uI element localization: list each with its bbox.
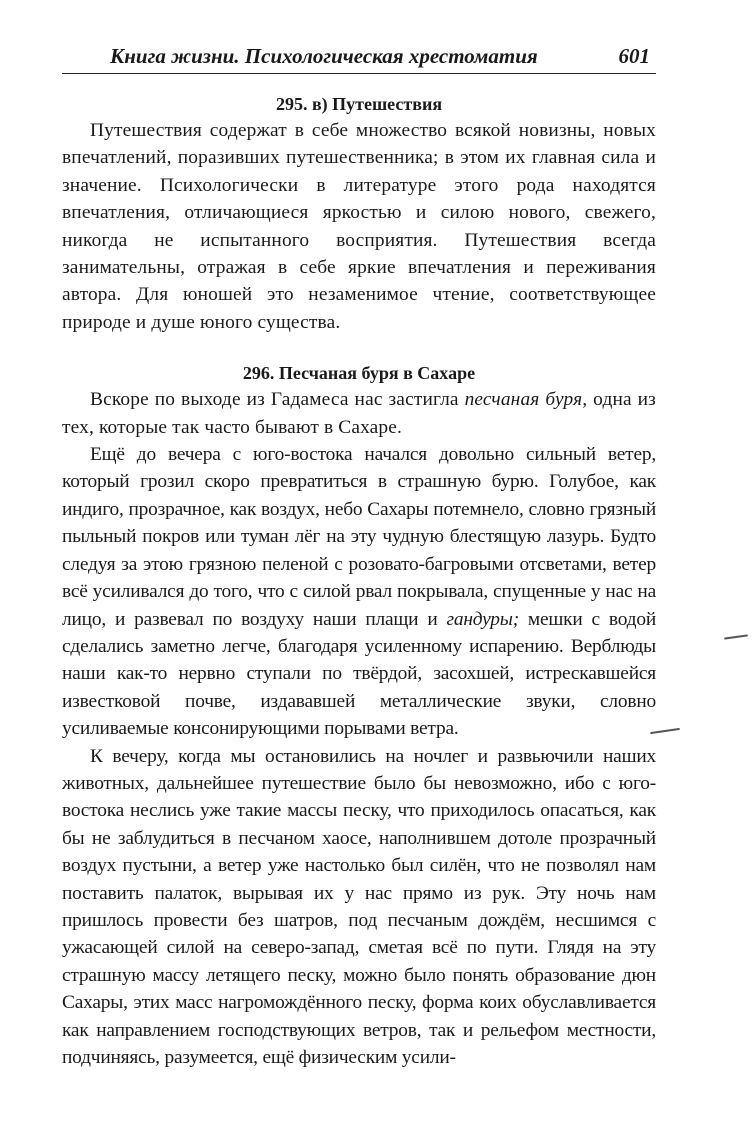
- section-heading-295: 295. в) Путешествия: [275, 94, 443, 114]
- paragraph: [62, 386, 656, 441]
- article-296: [62, 363, 656, 1071]
- page-number: 601: [618, 44, 650, 68]
- text-run: одна из тех, которые так часто бывают в Сахаре.: [62, 389, 656, 438]
- article-295: [62, 94, 656, 336]
- italic-term: гандуры;: [446, 608, 519, 630]
- paragraph: [62, 441, 656, 742]
- text-run: Ещё до вечера с юго-востока начался довольно сильный ветер, который грозил скоро превратиться в страшную бурю. Голубое, как индиго, прозрачное, как воздух, небо Сахары потемнело, словно грязный пыльный покров или туман лёг на эту чудную блестящую лазурь. Будто следуя за этою грязною пеленой с розовато-багровыми отсветами, ветер всё усиливался до того, что с силой рвал покрывала, спущенные у нас на лицо, и развевал по воздуху наши плащи и: [62, 444, 656, 630]
- italic-term: песчаная буря,: [464, 389, 588, 411]
- paragraph: К вечеру, когда мы остановились на ночлег и развьючили наших животных, дальнейшее путешествие было бы невозможно, ибо с юго-востока неслись уже такие массы песку, что приходилось опасаться, как бы не заблудиться в песчаном хаосе, наполнившем дотоле прозрачный воздух пустыни, а ветер уже настолько был силён, что не позволял нам поставить палаток, вырывая их у нас прямо из рук. Эту ночь нам пришлось провести без шатров, под песчаным дождём, несшимся с ужасающей силой на северо-запад, сметая всё по пути. Глядя на эту страшную массу летящего песку, можно было понять образование дюн Сахары, этих масс нагромождённого песку, форма коих обуславливается как направлением господствующих ветров, так и рельефом местности, подчиняясь, разумеется, ещё физическим усили-: [62, 745, 656, 1068]
- margin-pencil-mark: [724, 634, 748, 639]
- section-heading-296: 296. Песчаная буря в Сахаре: [242, 363, 476, 384]
- running-header: [62, 44, 656, 74]
- paragraph: Путешествия содержат в себе множество всякой новизны, новых впечатлений, поразивших путешественника; в этом их главная сила и значение. Психологически в литературе этого рода находятся впечатления, отличающиеся яркостью и силою нового, свежего, никогда не испытанного восприятия. Путешествия всегда занимательны, отражая в себе яркие впечатления и переживания автора. Для юношей это незаменимое чтение, соответствующее природе и душе юного существа.: [62, 120, 656, 333]
- running-title: Книга жизни. Психологическая хрестоматия: [110, 44, 538, 68]
- book-page: [62, 44, 656, 1071]
- text-run: Вскоре по выходе из Гадамеса нас застигла: [90, 389, 465, 411]
- text-run: мешки с водой сделались заметно легче, благодаря усиленному испарению. Верблюды наши как-то нервно ступали по твёрдой, засохшей, истрескавшейся известковой почве, издававшей металлические звуки, словно усиливаемые консонирующими порывами ветра.: [62, 608, 656, 740]
